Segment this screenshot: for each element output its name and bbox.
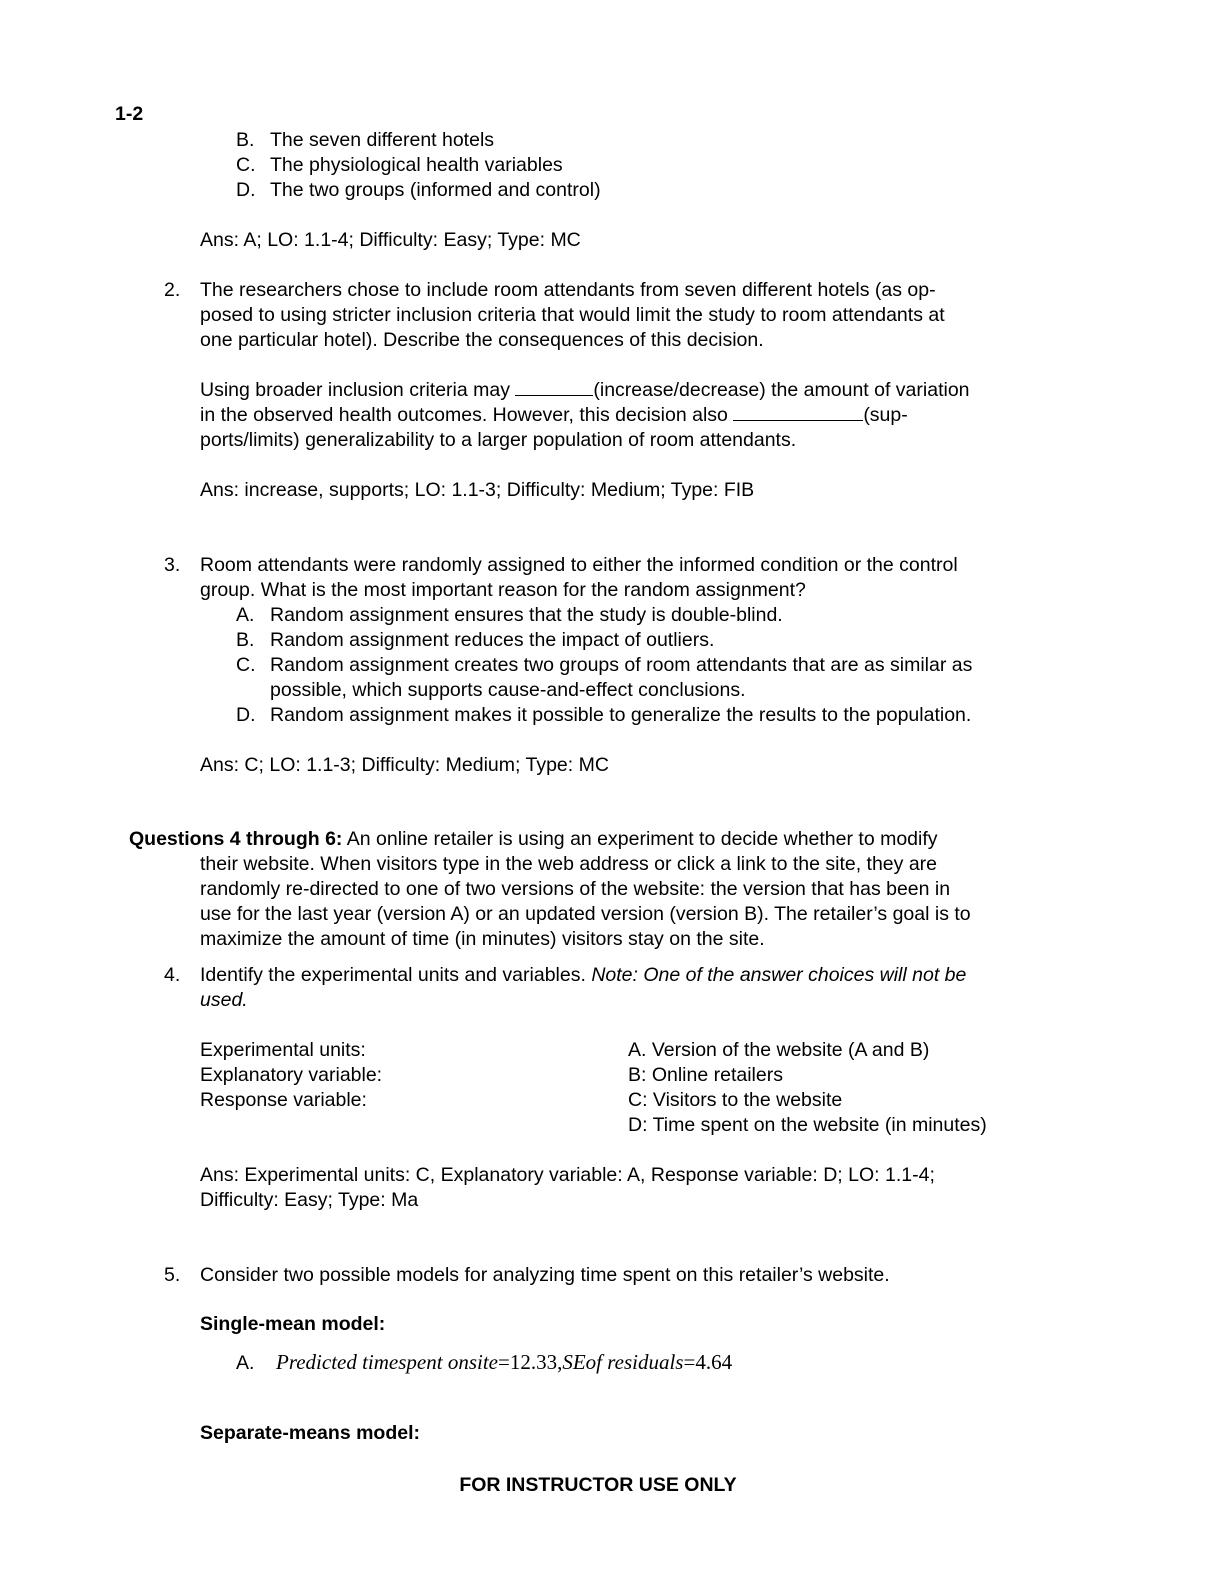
formula-letter: A. bbox=[236, 1352, 255, 1374]
single-mean-heading: Single-mean model: bbox=[200, 1313, 386, 1335]
q2-fib-text: (sup- bbox=[863, 404, 908, 426]
q3-text-line: Room attendants were randomly assigned to either the informed condition or the control bbox=[200, 554, 958, 576]
q4-text-line bbox=[200, 963, 966, 988]
q3-option-text: Random assignment makes it possible to generalize the results to the population. bbox=[270, 704, 972, 726]
q4-left-label: Experimental units: bbox=[200, 1039, 366, 1061]
q2-fib-text: in the observed health outcomes. However, this decision also bbox=[200, 404, 734, 426]
intro-first-line bbox=[129, 827, 938, 852]
q4-choice: B: Online retailers bbox=[628, 1064, 783, 1086]
formula-value: =12.33, bbox=[498, 1350, 563, 1374]
q2-fib-line bbox=[200, 403, 908, 428]
intro-line: randomly re-directed to one of two versions of the website: the version that has been in bbox=[200, 878, 951, 900]
q4-note: Note: One of the answer choices will not be bbox=[591, 964, 967, 986]
q3-option-text: Random assignment reduces the impact of outliers. bbox=[270, 629, 715, 651]
q2-text-line: posed to using stricter inclusion criteria that would limit the study to room attendants at bbox=[200, 304, 945, 326]
q3-option-text: Random assignment ensures that the study is double-blind. bbox=[270, 604, 783, 626]
q2-fib-line bbox=[200, 378, 970, 403]
q4-choice: A. Version of the website (A and B) bbox=[628, 1039, 930, 1061]
q1-option-letter: B. bbox=[236, 129, 255, 151]
q5-text: Consider two possible models for analyzing time spent on this retailer’s website. bbox=[200, 1264, 890, 1286]
q3-option-text: possible, which supports cause-and-effect conclusions. bbox=[270, 679, 746, 701]
q4-left-label: Response variable: bbox=[200, 1089, 367, 1111]
separate-means-heading: Separate-means model: bbox=[200, 1422, 420, 1444]
q2-text-line: one particular hotel). Describe the consequences of this decision. bbox=[200, 329, 764, 351]
q3-option-letter: B. bbox=[236, 629, 255, 651]
q3-option-letter: A. bbox=[236, 604, 255, 626]
q2-number: 2. bbox=[164, 279, 181, 301]
q4-answer-line: Ans: Experimental units: C, Explanatory variable: A, Response variable: D; LO: 1.1-4; bbox=[200, 1164, 935, 1186]
q3-text-line: group. What is the most important reason for the random assignment? bbox=[200, 579, 806, 601]
intro-text: An online retailer is using an experiment to decide whether to modify bbox=[342, 828, 938, 850]
q1-option-text: The two groups (informed and control) bbox=[270, 179, 601, 201]
q1-answer: Ans: A; LO: 1.1-4; Difficulty: Easy; Type: MC bbox=[200, 229, 581, 251]
q3-option-letter: C. bbox=[236, 654, 256, 676]
footer: FOR INSTRUCTOR USE ONLY bbox=[459, 1474, 737, 1496]
q1-option-letter: D. bbox=[236, 179, 256, 201]
q2-fib-line: ports/limits) generalizability to a larger population of room attendants. bbox=[200, 429, 797, 451]
q3-option-letter: D. bbox=[236, 704, 256, 726]
q5-number: 5. bbox=[164, 1264, 181, 1286]
q2-fib-text: (increase/decrease) the amount of variation bbox=[593, 379, 970, 401]
formula-value: =4.64 bbox=[683, 1350, 733, 1374]
q2-fib-text: Using broader inclusion criteria may bbox=[200, 379, 516, 401]
q4-number: 4. bbox=[164, 964, 181, 986]
q2-text-line: The researchers chose to include room attendants from seven different hotels (as op- bbox=[200, 279, 936, 301]
q2-answer: Ans: increase, supports; LO: 1.1-3; Difficulty: Medium; Type: FIB bbox=[200, 479, 755, 501]
q4-choice: D: Time spent on the website (in minutes) bbox=[628, 1114, 987, 1136]
q3-number: 3. bbox=[164, 554, 181, 576]
q4-text: Identify the experimental units and variables. bbox=[200, 964, 592, 986]
fill-in-blank bbox=[733, 403, 863, 421]
formula-mid: SEof residuals bbox=[562, 1350, 684, 1374]
q1-option-letter: C. bbox=[236, 154, 256, 176]
q4-left-label: Explanatory variable: bbox=[200, 1064, 383, 1086]
q3-answer: Ans: C; LO: 1.1-3; Difficulty: Medium; Type: MC bbox=[200, 754, 609, 776]
intro-line: use for the last year (version A) or an updated version (version B). The retailer’s goal is to bbox=[200, 903, 971, 925]
intro-line: their website. When visitors type in the web address or click a link to the site, they are bbox=[200, 853, 938, 875]
single-mean-formula bbox=[276, 1350, 732, 1375]
intro-line: maximize the amount of time (in minutes) visitors stay on the site. bbox=[200, 928, 765, 950]
q1-option-text: The physiological health variables bbox=[270, 154, 563, 176]
q4-choice: C: Visitors to the website bbox=[628, 1089, 843, 1111]
q4-answer-line: Difficulty: Easy; Type: Ma bbox=[200, 1189, 419, 1211]
page-label: 1-2 bbox=[115, 103, 144, 125]
q3-option-text: Random assignment creates two groups of room attendants that are as similar as bbox=[270, 654, 973, 676]
q4-note: used. bbox=[200, 989, 248, 1011]
formula-lhs: Predicted timespent onsite bbox=[276, 1350, 498, 1374]
q1-option-text: The seven different hotels bbox=[270, 129, 495, 151]
intro-heading: Questions 4 through 6: bbox=[129, 828, 343, 850]
fill-in-blank bbox=[515, 378, 593, 396]
